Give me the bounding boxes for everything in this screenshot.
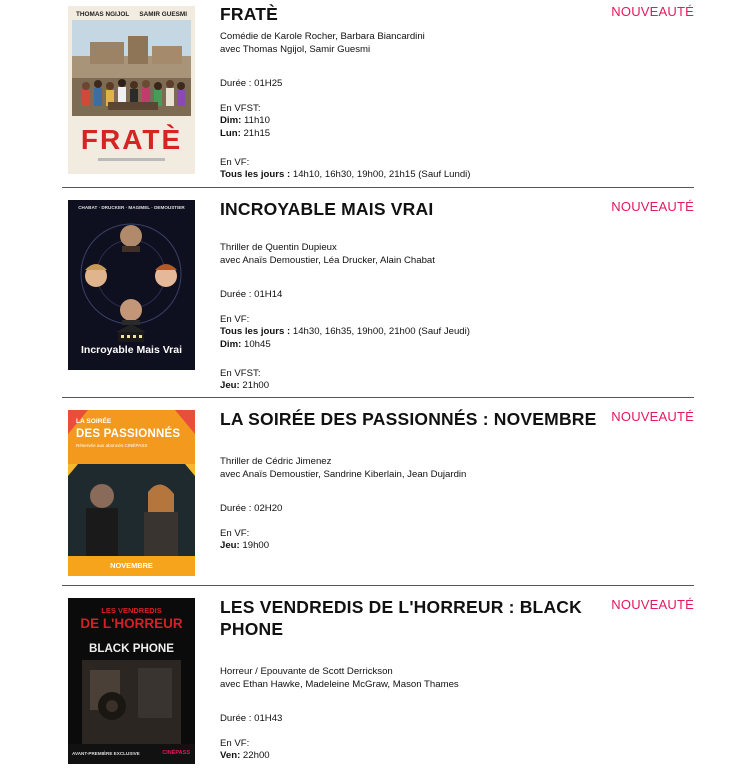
movie-duration: Durée : 02H20 [220,503,283,515]
movie-title-line2[interactable]: PHONE [220,619,284,639]
movie-genre-director: Comédie de Karole Rocher, Barbara Biancardini [220,31,425,42]
movie-title-line1[interactable]: LES VENDREDIS DE L'HORREUR : BLACK [220,597,582,617]
session-times: 21h00 [239,380,270,392]
movie-card-frate [62,0,694,185]
movie-cast: avec Anaïs Demoustier, Sandrine Kiberlain, Jean Dujardin [220,468,467,480]
session-times: 21h15 [240,127,271,139]
movie-genre-director: Thriller de Cédric Jimenez [220,456,332,467]
movie-cast: avec Thomas Ngijol, Samir Guesmi [220,43,371,55]
poster-incroyable-title: Incroyable Mais Vrai [81,344,182,356]
session-line[interactable] [220,540,610,553]
poster-soiree-line1: LA SOIRÉE [76,418,112,425]
session-version: En VFST: [220,367,261,379]
poster-frate[interactable] [68,6,195,174]
movie-cast: avec Ethan Hawke, Madeleine McGraw, Mason Thames [220,678,459,690]
movie-title[interactable]: INCROYABLE MAIS VRAI [220,199,434,219]
poster-soiree-des-passionnes[interactable] [68,410,195,576]
session-times: 11h10 [241,115,270,127]
movie-info-frate [220,3,610,182]
session-line[interactable] [220,380,610,393]
poster-black-phone-line1: LES VENDREDIS [101,606,162,615]
session-version: En VF: [220,527,250,539]
session-line[interactable] [220,128,610,141]
session-times: 10h45 [241,338,271,350]
movie-genre-director: Horreur / Epouvante de Scott Derrickson [220,666,393,677]
new-badge: NOUVEAUTÉ [611,4,694,19]
poster-black-phone-footer-right: CINÉPASS [162,750,190,756]
poster-black-phone[interactable] [68,598,195,764]
poster-frate-actor-left: THOMAS NGIJOL [76,11,130,18]
poster-soiree-line3: Réservée aux abonnés CINÉPASS [76,443,148,448]
movie-info-black-phone [220,596,610,763]
poster-frate-actor-right: SAMIR GUESMI [139,11,187,18]
session-line[interactable] [220,169,610,182]
session-version: En VF: [220,156,250,168]
session-line[interactable] [220,339,610,352]
movie-card-soiree-des-passionnes [62,398,694,584]
poster-frate-credits [98,158,165,161]
movie-info-incroyable-mais-vrai [220,198,610,393]
poster-soiree-line2: DES PASSIONNÉS [76,428,181,440]
session-line[interactable] [220,326,610,339]
session-line[interactable] [220,750,610,763]
movie-card-black-phone [62,586,694,774]
movie-card-incroyable-mais-vrai [62,188,694,398]
movie-info-soiree-des-passionnes [220,408,610,553]
session-day: Ven: [220,750,241,762]
session-day: Tous les jours : [220,169,291,181]
poster-black-phone-line2: DE L'HORREUR [80,616,183,631]
session-times: 19h00 [239,540,270,552]
new-badge: NOUVEAUTÉ [611,409,694,424]
session-version: En VF: [220,313,250,325]
movie-duration: Durée : 01H25 [220,78,283,90]
session-day: Lun: [220,127,241,139]
session-day: Dim: [220,338,242,350]
session-day: Dim: [220,115,242,127]
poster-soiree-banner: NOVEMBRE [110,561,153,570]
movie-title[interactable]: LA SOIRÉE DES PASSIONNÉS : NOVEMBRE [220,409,597,429]
session-version: En VFST: [220,102,261,114]
session-times: 14h10, 16h30, 19h00, 21h15 (Sauf Lundi) [290,169,471,181]
session-times: 14h30, 16h35, 19h00, 21h00 (Sauf Jeudi) [290,326,470,338]
poster-incroyable-mais-vrai[interactable] [68,200,195,370]
movie-genre-director: Thriller de Quentin Dupieux [220,242,337,253]
session-day: Jeu: [220,540,240,552]
session-day: Jeu: [220,380,240,392]
session-times: 22h00 [240,750,270,762]
movie-duration: Durée : 01H43 [220,713,283,725]
session-version: En VF: [220,737,250,749]
new-badge: NOUVEAUTÉ [611,199,694,214]
movie-title[interactable]: FRATÈ [220,4,279,24]
poster-black-phone-footer-left: AVANT-PREMIÈRE EXCLUSIVE [72,751,140,756]
new-badge: NOUVEAUTÉ [611,597,694,612]
poster-black-phone-title: BLACK PHONE [88,642,175,655]
poster-incroyable-names: CHABAT · DRUCKER · MAGIMEL · DEMOUSTIER [78,205,185,210]
poster-frate-title: FRATÈ [80,124,183,155]
session-line[interactable] [220,115,610,128]
movie-cast: avec Anaïs Demoustier, Léa Drucker, Alain Chabat [220,254,435,266]
movie-duration: Durée : 01H14 [220,289,283,301]
session-day: Tous les jours : [220,326,291,338]
